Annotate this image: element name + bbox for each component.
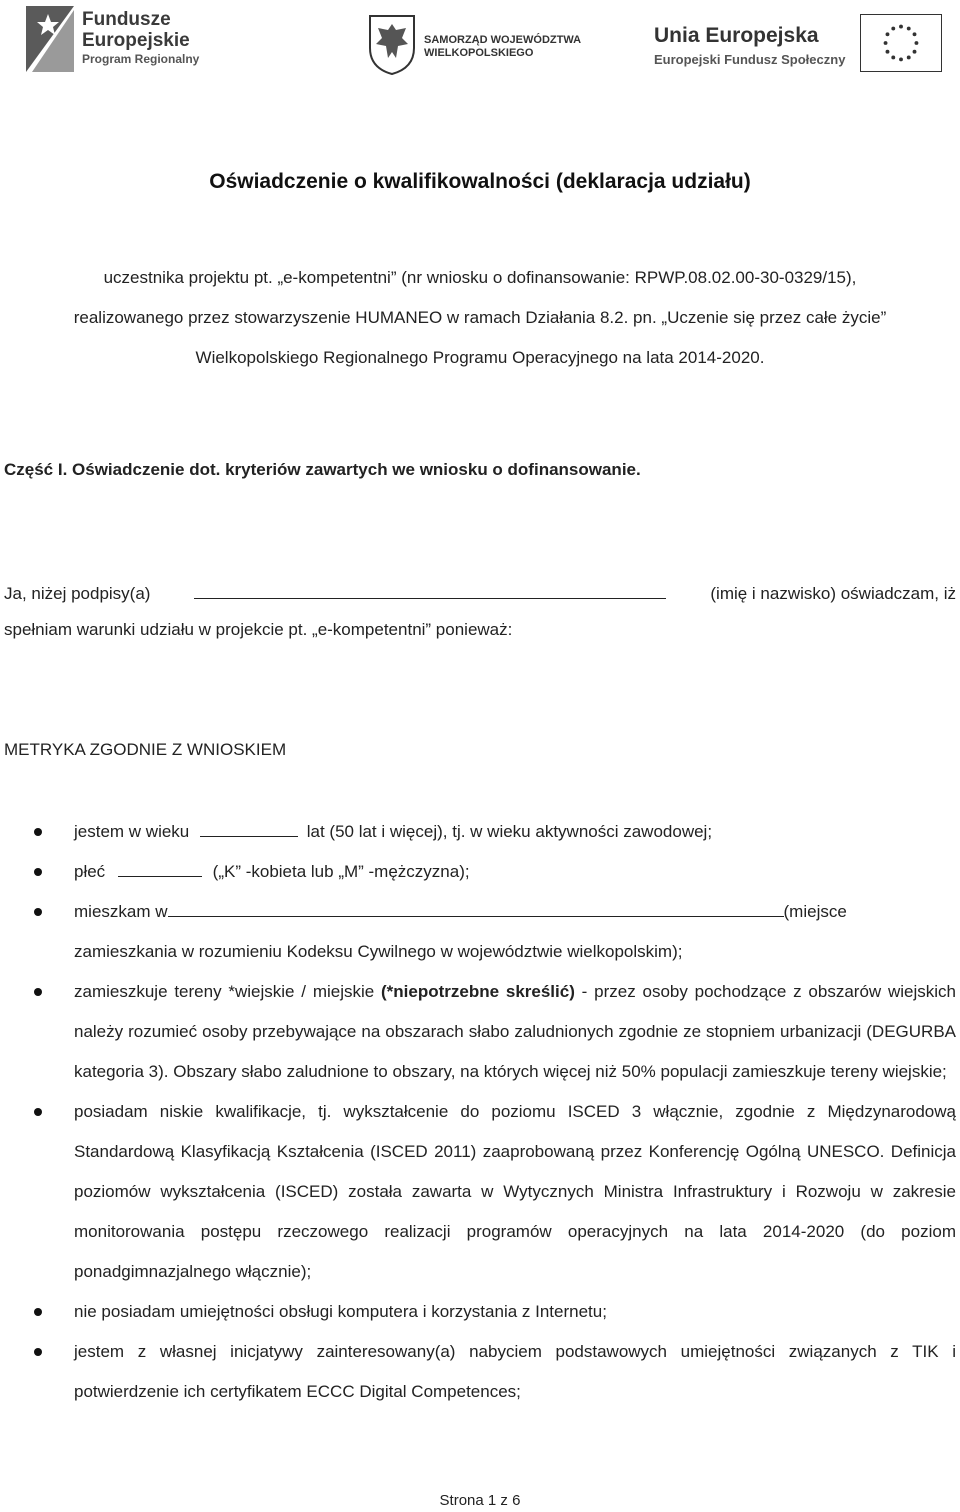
tik-text: jestem z własnej inicjatywy zainteresowany(a) nabyciem podstawowych umiejętności związanych z TIK i potwierdzenie ich certyfikatem ECCC Digital Competences; (74, 1342, 956, 1401)
residence-suffix: (miejsce (783, 902, 847, 921)
declaration-line1 (4, 580, 956, 604)
document-title: Oświadczenie o kwalifikowalności (deklaracja udziału) (209, 170, 751, 193)
fe-star-mark-icon (26, 6, 74, 72)
eagle-crest-icon (366, 12, 418, 76)
intro-line1: uczestnika projektu pt. „e-kompetentni” (nr wniosku o dofinansowanie: RPWP.08.02.00-30-0329/15), (103, 268, 857, 287)
bullet-icon (34, 868, 42, 876)
criteria-list (0, 812, 960, 1412)
rural-text-a: zamieszkuje tereny *wiejskie / miejskie (74, 982, 382, 1001)
bullet-icon (34, 828, 42, 836)
age-label: jestem w wieku (74, 822, 190, 841)
samorzad-logo (366, 12, 596, 78)
decl-right-text: (imię i nazwisko) oświadczam, iż (710, 584, 956, 603)
list-item-sex (0, 852, 960, 892)
header-logos (0, 0, 960, 90)
bullet-icon (34, 1308, 42, 1316)
intro-line3: Wielkopolskiego Regionalnego Programu Operacyjnego na lata 2014-2020. (195, 348, 765, 367)
list-item-age (0, 812, 960, 852)
sw-line2: WIELKOPOLSKIEGO (424, 46, 534, 59)
list-item-residence (0, 892, 960, 972)
bullet-icon (34, 1108, 42, 1116)
list-item-qualifications (0, 1092, 960, 1292)
residence-blank-field[interactable] (168, 898, 784, 917)
computer-text: nie posiadam umiejętności obsługi komputera i korzystania z Internetu; (74, 1302, 607, 1321)
name-blank-field[interactable] (194, 580, 666, 599)
unia-europejska-logo (652, 14, 942, 78)
residence-line2: zamieszkania w rozumieniu Kodeksu Cywilnego w województwie wielkopolskim); (74, 942, 683, 961)
bullet-icon (34, 908, 42, 916)
fe-line1: Fundusze (82, 9, 171, 30)
eu-flag-icon (860, 14, 942, 72)
page-number: Strona 1 z 6 (439, 1492, 521, 1509)
sex-suffix: („K” -kobieta lub „M” -mężczyzna); (212, 862, 470, 881)
fundusze-europejskie-logo (26, 6, 206, 78)
decl-left-text: Ja, niżej podpisy(a) (4, 584, 151, 603)
age-suffix: lat (50 lat i więcej), tj. w wieku aktywności zawodowej; (306, 822, 713, 841)
fe-line2: Europejskie (82, 30, 190, 51)
sex-label: płeć (74, 862, 106, 881)
declaration-line2: spełniam warunki udziału w projekcie pt. „e-kompetentni” ponieważ: (4, 620, 513, 639)
intro-line2: realizowanego przez stowarzyszenie HUMANEO w ramach Działania 8.2. pn. „Uczenie się przez całe życie” (73, 308, 887, 327)
sex-blank-field[interactable] (118, 858, 202, 877)
rural-text-b: - przez osoby pochodzące z obszarów wiejskich należy rozumieć osoby przebywające na obszarach słabo zaludnionych zgodnie ze stopniem urbanizacji (DEGURBA kategoria 3). Obszary słabo zaludnione to obszary, na których więcej niż 50% populacji zamieszkuje tereny wiejskie; (74, 982, 956, 1081)
list-item-rural (0, 972, 960, 1092)
sw-line1: SAMORZĄD WOJEWÓDZTWA (424, 34, 582, 46)
list-item-computer (0, 1292, 960, 1332)
fe-line3: Program Regionalny (82, 52, 200, 66)
residence-label: mieszkam w (74, 902, 168, 921)
bullet-icon (34, 988, 42, 996)
ue-line2: Europejski Fundusz Społeczny (654, 52, 846, 67)
metryka-heading: METRYKA ZGODNIE Z WNIOSKIEM (4, 740, 287, 759)
ue-line1: Unia Europejska (654, 24, 819, 47)
intro-paragraph (0, 258, 960, 378)
bullet-icon (34, 1348, 42, 1356)
qualifications-text: posiadam niskie kwalifikacje, tj. wykształcenie do poziomu ISCED 3 włącznie, zgodnie z Międzynarodową Standardową Klasyfikacją Kształcenia (ISCED 2011) zaaprobowaną przez Konferencję Ogólną UNESCO. Definicja poziomów wykształcenia (ISCED) została zawarta w Wytycznych Ministra Infrastruktury i Rozwoju w zakresie monitorowania postępu rzeczowego realizacji programów operacyjnych na lata 2014-2020 (do poziom ponadgimnazjalnego włącznie); (74, 1102, 956, 1281)
section-heading: Część I. Oświadczenie dot. kryteriów zawartych we wniosku o dofinansowanie. (4, 460, 641, 479)
list-item-tik (0, 1332, 960, 1412)
age-blank-field[interactable] (200, 818, 298, 837)
rural-bold-note: (*niepotrzebne skreślić) (381, 982, 575, 1001)
